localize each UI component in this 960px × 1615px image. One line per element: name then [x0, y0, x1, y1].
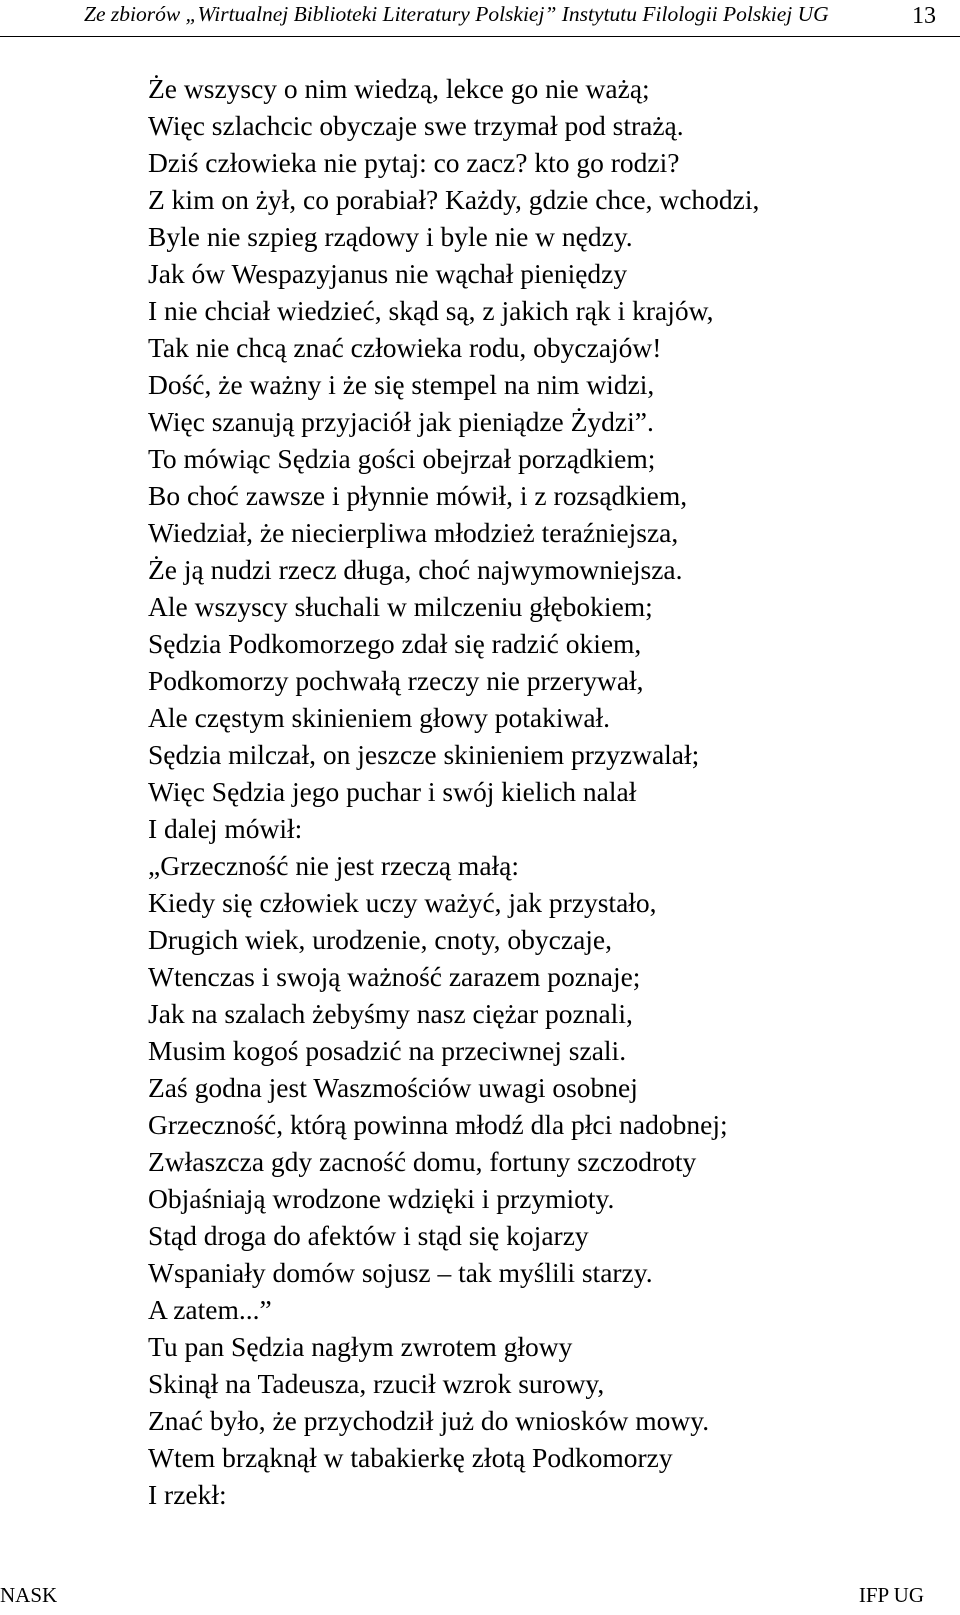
poem-line: Wtem brząknął w tabakierkę złotą Podkomorzy [148, 1442, 673, 1473]
footer-ifp-ug: IFP UG [858, 1583, 924, 1607]
poem-line: Ale wszyscy słuchali w milczeniu głębokiem; [148, 591, 653, 622]
page-number: 13 [912, 3, 936, 29]
poem-line: Więc szlachcic obyczaje swe trzymał pod strażą. [148, 110, 684, 141]
poem-line: A zatem...” [148, 1294, 272, 1325]
poem-line: Jak na szalach żebyśmy nasz ciężar poznali, [148, 998, 633, 1029]
source-attribution: Ze zbiorów „Wirtualnej Biblioteki Literatury Polskiej” Instytutu Filologii Polskiej UG [84, 2, 829, 26]
poem-line: Drugich wiek, urodzenie, cnoty, obyczaje, [148, 924, 613, 955]
poem-line: Musim kogoś posadzić na przeciwnej szali. [148, 1035, 627, 1066]
poem-line: Bo choć zawsze i płynnie mówił, i z rozsądkiem, [148, 480, 688, 511]
poem-line: Stąd droga do afektów i stąd się kojarzy [148, 1220, 589, 1251]
poem-line: I dalej mówił: [148, 813, 303, 844]
poem-line: Objaśniają wrodzone wdzięki i przymioty. [148, 1183, 615, 1214]
poem-line: Więc szanują przyjaciół jak pieniądze Żydzi”. [148, 406, 654, 437]
poem-text [148, 70, 759, 1513]
poem-line: Wiedział, że niecierpliwa młodzież teraźniejsza, [148, 517, 679, 548]
poem-line: Znać było, że przychodził już do wniosków mowy. [148, 1405, 710, 1436]
poem-line: Jak ów Wespazyjanus nie wąchał pieniędzy [148, 258, 628, 289]
poem-line: I nie chciał wiedzieć, skąd są, z jakich rąk i krajów, [148, 295, 714, 326]
poem-line: I rzekł: [148, 1479, 227, 1510]
poem-line: Zaś godna jest Waszmościów uwagi osobnej [148, 1072, 638, 1103]
poem-line: Podkomorzy pochwałą rzeczy nie przerywał, [148, 665, 644, 696]
poem-line: Wtenczas i swoją ważność zarazem poznaje; [148, 961, 641, 992]
poem-line: Wspaniały domów sojusz – tak myślili starzy. [148, 1257, 653, 1288]
poem-line: Ale częstym skinieniem głowy potakiwał. [148, 702, 611, 733]
poem-line: Sędzia Podkomorzego zdał się radzić okiem, [148, 628, 642, 659]
page-header [0, 0, 960, 37]
poem-line: To mówiąc Sędzia gości obejrzał porządkiem; [148, 443, 656, 474]
poem-line: Sędzia milczał, on jeszcze skinieniem przyzwalał; [148, 739, 700, 770]
poem-line: Z kim on żył, co porabiał? Każdy, gdzie chce, wchodzi, [148, 184, 760, 215]
poem-line: Byle nie szpieg rządowy i byle nie w nędzy. [148, 221, 633, 252]
poem-line: „Grzeczność nie jest rzeczą małą: [148, 850, 520, 881]
poem-line: Więc Sędzia jego puchar i swój kielich nalał [148, 776, 637, 807]
poem-line: Zwłaszcza gdy zacność domu, fortuny szczodroty [148, 1146, 697, 1177]
poem-line: Że ją nudzi rzecz długa, choć najwymowniejsza. [148, 554, 683, 585]
footer-nask: NASK [0, 1583, 58, 1607]
poem-line: Skinął na Tadeusza, rzucił wzrok surowy, [148, 1368, 605, 1399]
poem-line: Dość, że ważny i że się stempel na nim widzi, [148, 369, 655, 400]
poem-line: Że wszyscy o nim wiedzą, lekce go nie ważą; [148, 73, 650, 104]
poem-line: Kiedy się człowiek uczy ważyć, jak przystało, [148, 887, 657, 918]
poem-line: Tak nie chcą znać człowieka rodu, obyczajów! [148, 332, 662, 363]
poem-line: Grzeczność, którą powinna młodź dla płci nadobnej; [148, 1109, 728, 1140]
poem-line: Tu pan Sędzia nagłym zwrotem głowy [148, 1331, 573, 1362]
poem-line: Dziś człowieka nie pytaj: co zacz? kto go rodzi? [148, 147, 680, 178]
